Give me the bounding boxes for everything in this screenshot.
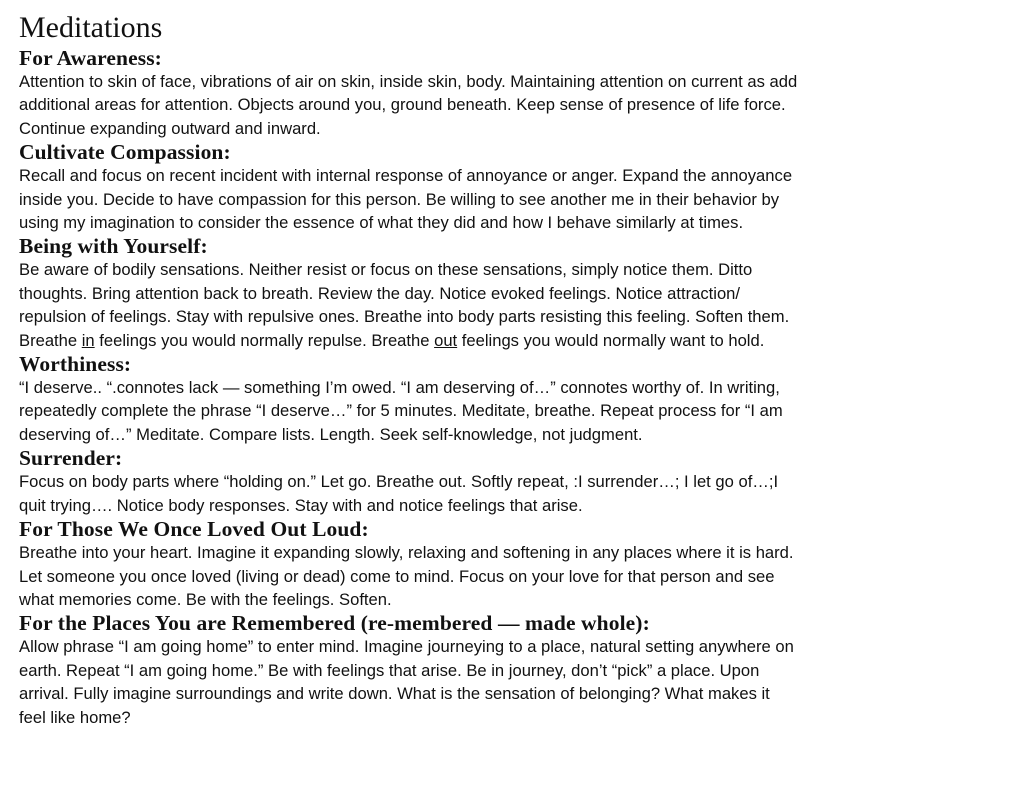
underlined-word-out: out [434, 330, 458, 350]
section-body [19, 635, 1009, 729]
text-line: repeatedly complete the phrase “I deserve…” for 5 minutes. Meditate, breathe. Repeat process for “I am [19, 401, 783, 421]
section-heading: For the Places You are Remembered (re-membered — made whole): [19, 611, 650, 636]
document-page [19, 10, 1009, 729]
section-surrender [19, 446, 1009, 517]
section-heading: Cultivate Compassion: [19, 140, 231, 165]
text-line [19, 329, 1009, 352]
text-line: “I deserve.. “.connotes lack — something I’m owed. “I am deserving of…” connotes worthy of. In writing, [19, 378, 780, 398]
section-body [19, 541, 1009, 611]
text-line: Breathe into your heart. Imagine it expanding slowly, relaxing and softening in any places where it is hard. [19, 543, 794, 563]
section-body [19, 376, 1009, 446]
text-line: what memories come. Be with the feelings. Soften. [19, 589, 392, 609]
section-heading: Worthiness: [19, 352, 132, 377]
text-line: Continue expanding outward and inward. [19, 118, 321, 138]
text-line: Allow phrase “I am going home” to enter mind. Imagine journeying to a place, natural setting anywhere on [19, 637, 794, 657]
text-fragment: feelings you would normally want to hold. [457, 330, 765, 350]
section-body [19, 258, 1009, 352]
text-line: using my imagination to consider the essence of what they did and how I behave similarly at times. [19, 213, 744, 233]
section-heading: For Awareness: [19, 46, 162, 70]
text-line: additional areas for attention. Objects around you, ground beneath. Keep sense of presence of life force. [19, 95, 786, 115]
section-body [19, 470, 1009, 517]
text-line: deserving of…” Meditate. Compare lists. Length. Seek self-knowledge, not judgment. [19, 424, 643, 444]
text-line: Let someone you once loved (living or dead) come to mind. Focus on your love for that person and see [19, 566, 775, 586]
section-being-with-yourself [19, 234, 1009, 352]
section-body [19, 164, 1009, 234]
underlined-word-in: in [81, 330, 95, 350]
text-line: arrival. Fully imagine surroundings and write down. What is the sensation of belonging? What makes it [19, 684, 770, 704]
text-line: Focus on body parts where “holding on.” Let go. Breathe out. Softly repeat, :I surrender…; I let go of…;I [19, 472, 779, 492]
text-fragment: Breathe [19, 330, 82, 350]
text-line: Attention to skin of face, vibrations of air on skin, inside skin, body. Maintaining attention on current as add [19, 72, 798, 91]
section-worthiness [19, 352, 1009, 446]
text-line: thoughts. Bring attention back to breath. Review the day. Notice evoked feelings. Notice attraction/ [19, 283, 741, 303]
section-heading: Being with Yourself: [19, 234, 208, 259]
section-for-those-we-once-loved [19, 517, 1009, 611]
page-title: Meditations [19, 11, 163, 44]
section-body [19, 70, 1009, 140]
section-heading: For Those We Once Loved Out Loud: [19, 517, 369, 542]
text-line: repulsion of feelings. Stay with repulsive ones. Breathe into body parts resisting this feeling. Soften them. [19, 307, 790, 327]
section-cultivate-compassion [19, 140, 1009, 234]
text-line: feel like home? [19, 707, 131, 727]
text-line: inside you. Decide to have compassion for this person. Be willing to see another me in their behavior by [19, 189, 780, 209]
section-places-you-are-remembered [19, 611, 1009, 729]
text-line: earth. Repeat “I am going home.” Be with feelings that arise. Be in journey, don’t “pick” a place. Upon [19, 660, 760, 680]
text-line: Recall and focus on recent incident with internal response of annoyance or anger. Expand the annoyance [19, 166, 793, 186]
text-line: Be aware of bodily sensations. Neither resist or focus on these sensations, simply notice them. Ditto [19, 260, 753, 280]
section-heading: Surrender: [19, 446, 123, 471]
section-for-awareness [19, 46, 1009, 140]
text-line: quit trying…. Notice body responses. Stay with and notice feelings that arise. [19, 495, 583, 515]
text-fragment: feelings you would normally repulse. Breathe [94, 330, 435, 350]
